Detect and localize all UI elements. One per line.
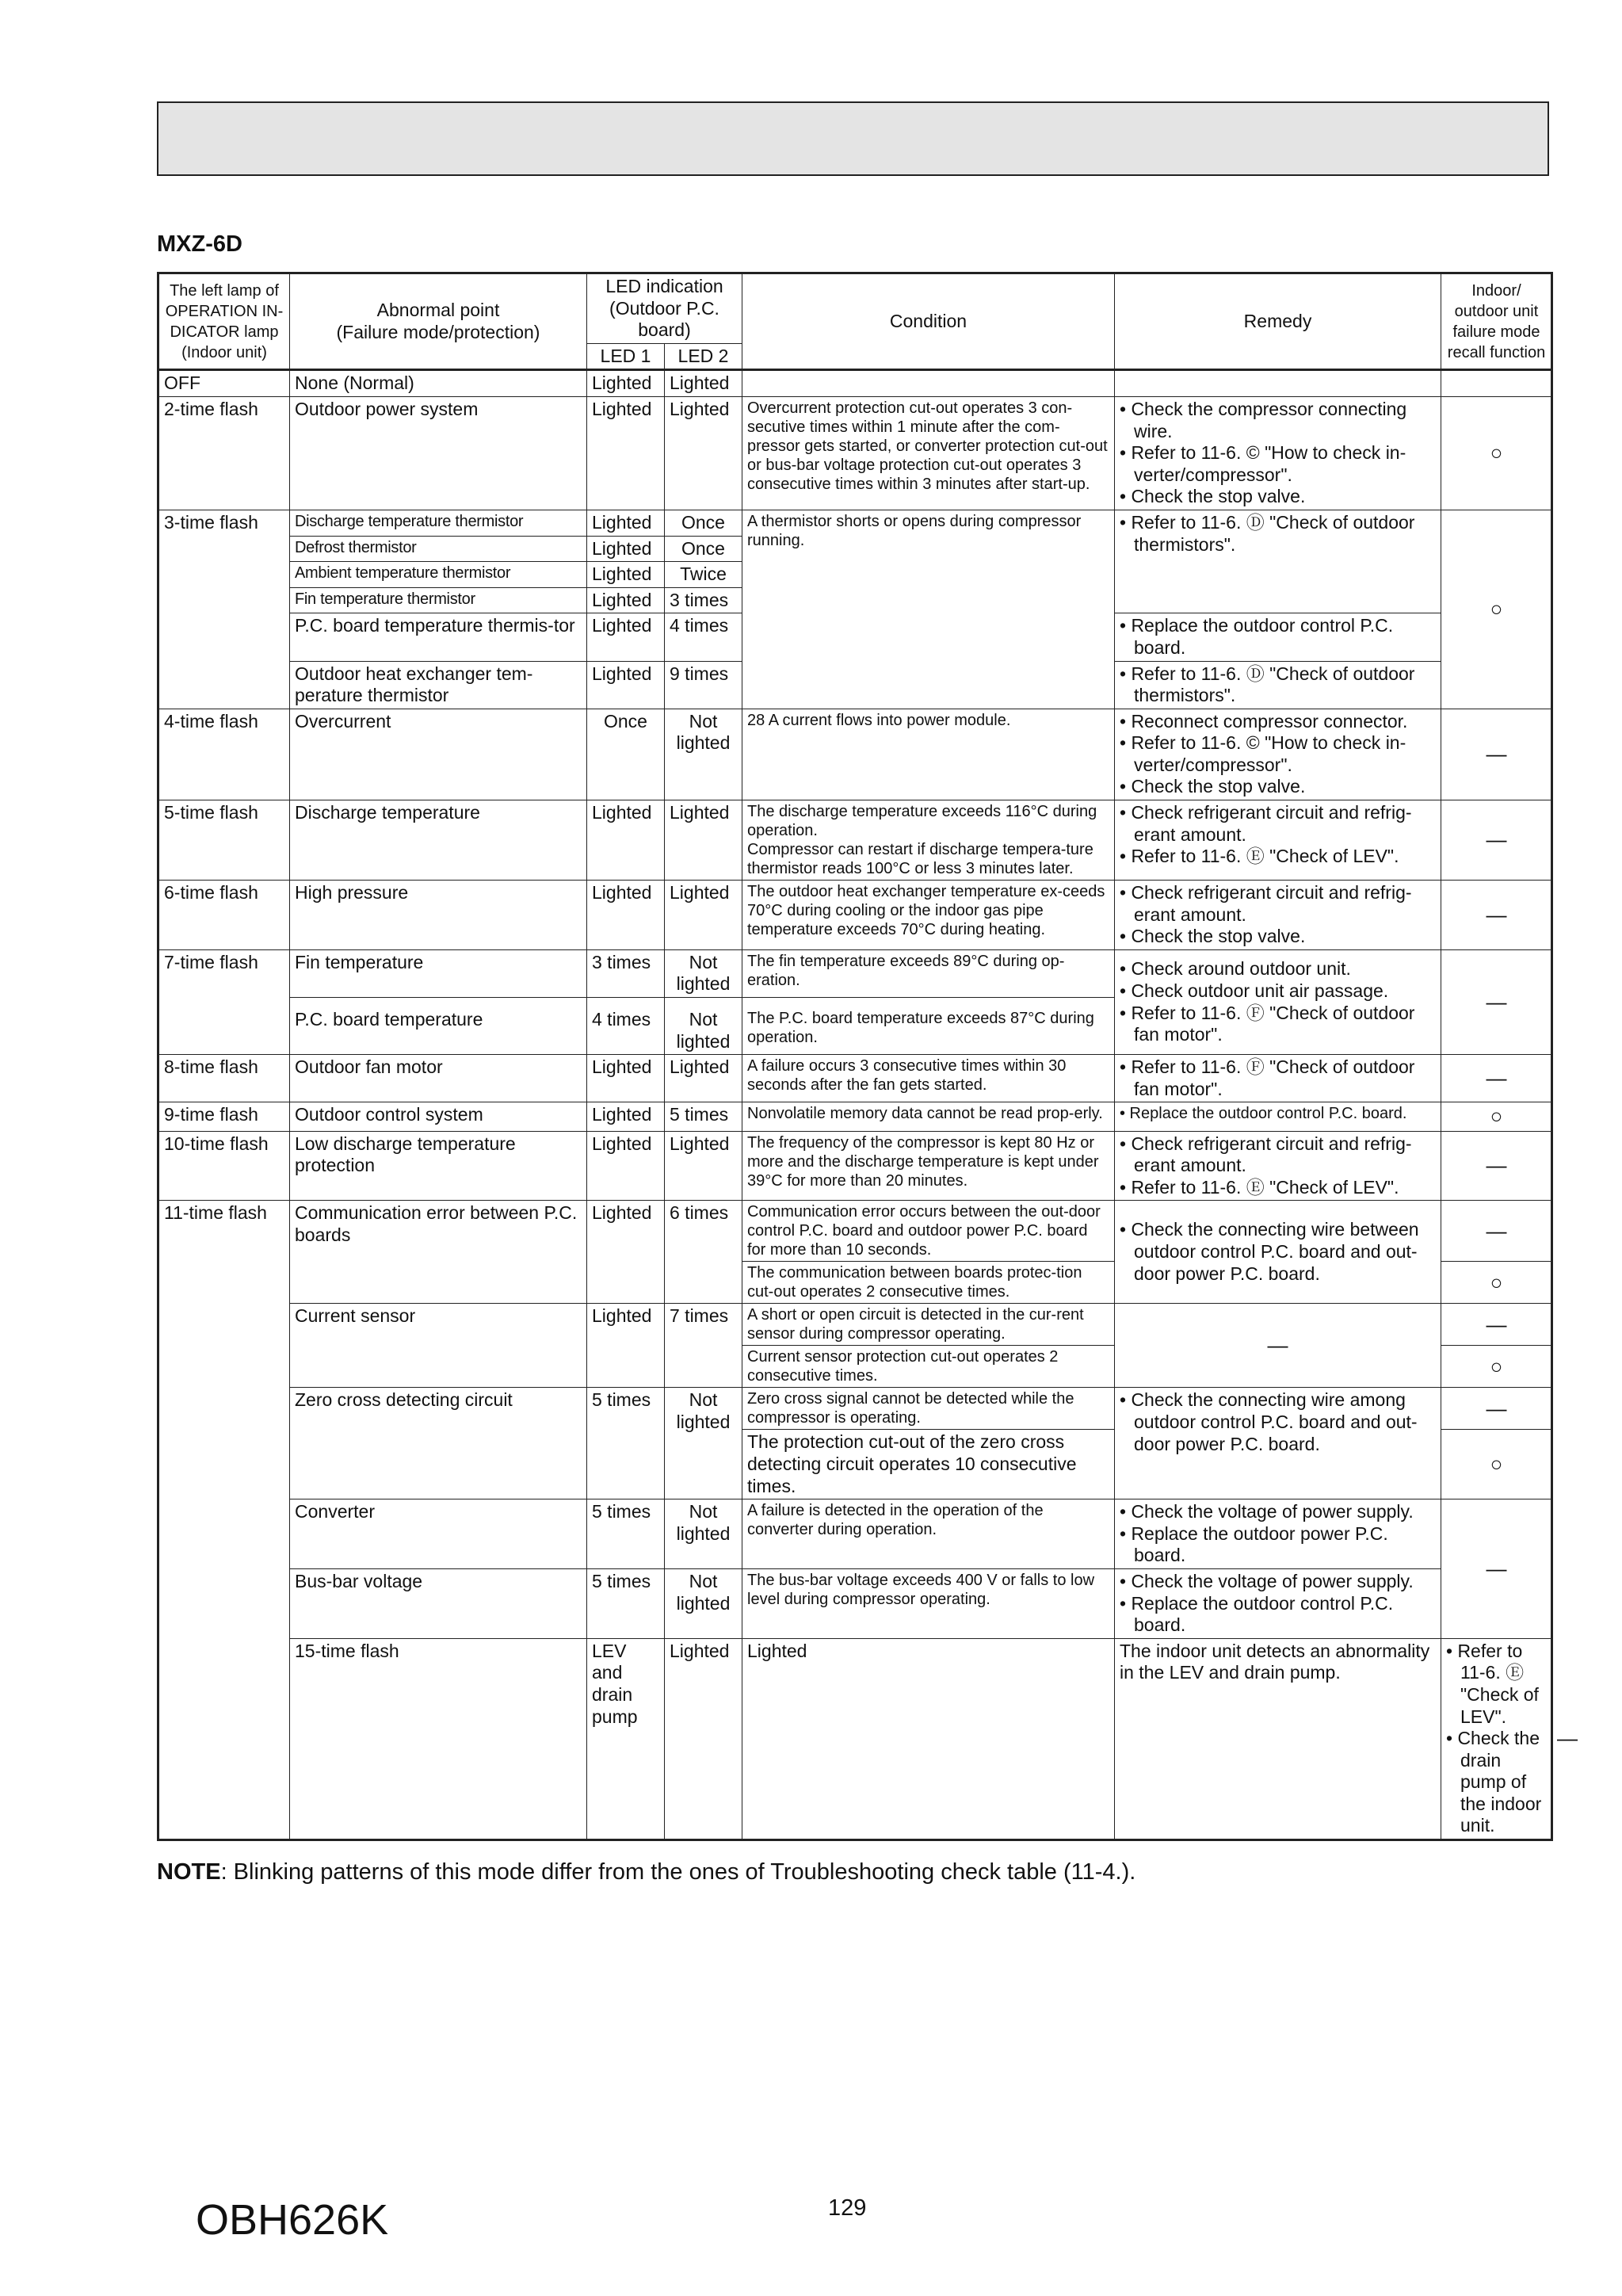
header-lamp: The left lamp of OPERATION IN-DICATOR lamp (Indoor unit) — [158, 273, 290, 370]
remedy-item: • Refer to 11-6. Ⓕ "Check of outdoor fan motor". — [1120, 1002, 1415, 1045]
remedy-item: • Check around outdoor unit. — [1120, 958, 1351, 980]
led1-cell: 5 times — [587, 1568, 665, 1638]
table-row — [158, 370, 1552, 397]
point-cell: Defrost thermistor — [290, 536, 587, 562]
condition-cell: The outdoor heat exchanger temperature ex-ceeds 70°C during cooling or the indoor gas pipe temperature exceeds 70°C during heating. — [742, 881, 1115, 950]
point-cell: Low discharge temperature protection — [290, 1131, 587, 1201]
lamp-cell: 9-time flash — [158, 1102, 290, 1131]
model-title: MXZ-6D — [157, 231, 242, 257]
remedy-item: • Check outdoor unit air passage. — [1120, 980, 1389, 1001]
recall-dash-icon: — — [1441, 1131, 1552, 1201]
remedy-item: • Replace the outdoor control P.C. board. — [1120, 615, 1394, 658]
lamp-cell: 10-time flash — [158, 1131, 290, 1201]
led1-cell: Lighted — [587, 881, 665, 950]
table-row — [158, 1304, 1552, 1346]
led1-cell: 5 times — [587, 1499, 665, 1569]
point-cell: LEV and drain pump — [587, 1638, 665, 1839]
lamp-cell: 8-time flash — [158, 1055, 290, 1102]
table-row — [158, 1131, 1552, 1201]
header-remedy: Remedy — [1115, 273, 1441, 370]
led2-cell: Lighted — [665, 370, 742, 397]
led2-cell: Lighted — [665, 396, 742, 510]
table-row — [158, 510, 1552, 536]
point-cell: Discharge temperature thermistor — [290, 510, 587, 536]
remedy-item: • Refer to 11-6. © "How to check in-verter/compressor". — [1120, 732, 1406, 775]
remedy-item: • Refer to 11-6. Ⓔ "Check of LEV". — [1120, 1176, 1399, 1198]
remedy-item: • Refer to 11-6. Ⓓ "Check of outdoor thermistors". — [1120, 511, 1415, 555]
remedy-item: • Check refrigerant circuit and refrig-erant amount. — [1120, 1133, 1412, 1176]
remedy-cell — [1115, 1102, 1441, 1131]
recall-dash-icon: — — [1441, 800, 1552, 881]
remedy-cell — [1115, 709, 1441, 800]
recall-circle-icon: ○ — [1441, 1430, 1552, 1499]
recall-circle-icon: ○ — [1441, 1262, 1552, 1304]
led1-cell: Lighted — [587, 1201, 665, 1304]
lamp-cell: 15-time flash — [290, 1638, 587, 1839]
remedy-cell — [1115, 1499, 1441, 1569]
condition-cell: The protection cut-out of the zero cross detecting circuit operates 10 consecutive times. — [742, 1430, 1115, 1499]
led1-cell: 3 times — [587, 949, 665, 997]
led2-cell: 9 times — [665, 661, 742, 709]
led1-cell: Lighted — [587, 587, 665, 613]
condition-cell: Current sensor protection cut-out operates 2 consecutive times. — [742, 1346, 1115, 1388]
table-row — [158, 1388, 1552, 1430]
remedy-cell — [1115, 800, 1441, 881]
note — [157, 1859, 1135, 1885]
point-cell: P.C. board temperature thermis-tor — [290, 613, 587, 661]
condition-cell: A failure is detected in the operation of the converter during operation. — [742, 1499, 1115, 1569]
remedy-item: • Refer to 11-6. Ⓕ "Check of outdoor fan motor". — [1120, 1056, 1415, 1099]
recall-circle-icon: ○ — [1441, 396, 1552, 510]
condition-cell: The communication between boards protec-tion cut-out operates 2 consecutive times. — [742, 1262, 1115, 1304]
header-abnormal-point — [290, 273, 587, 370]
page-number: 129 — [828, 2195, 867, 2221]
recall-circle-icon: ○ — [1441, 510, 1552, 709]
table-row — [158, 396, 1552, 510]
header-banner — [157, 101, 1549, 176]
led1-cell: Lighted — [587, 661, 665, 709]
led2-cell: Lighted — [665, 1055, 742, 1102]
remedy-cell — [1115, 510, 1441, 613]
led1-cell: Once — [587, 709, 665, 800]
remedy-item: • Check the connecting wire between outdoor control P.C. board and out-door power P.C. board. — [1120, 1219, 1419, 1284]
led2-cell: Not lighted — [665, 949, 742, 997]
led1-cell: Lighted — [587, 1102, 665, 1131]
remedy-cell — [1115, 370, 1441, 397]
condition-cell: 28 A current flows into power module. — [742, 709, 1115, 800]
remedy-item: • Check the voltage of power supply. — [1120, 1570, 1414, 1591]
led1-cell: Lighted — [587, 1131, 665, 1201]
condition-cell: The frequency of the compressor is kept 80 Hz or more and the discharge temperature is kept under 39°C for more than 20 minutes. — [742, 1131, 1115, 1201]
remedy-cell — [1115, 613, 1441, 661]
header-led2: LED 2 — [665, 343, 742, 370]
led1-cell: 4 times — [587, 998, 665, 1055]
lamp-cell: 11-time flash — [158, 1201, 290, 1840]
table-row — [158, 949, 1552, 997]
remedy-cell — [1115, 1131, 1441, 1201]
led2-cell: 5 times — [665, 1102, 742, 1131]
header-led-indication: LED indication (Outdoor P.C. board) — [587, 273, 742, 344]
header-condition: Condition — [742, 273, 1115, 370]
remedy-item: • Check the voltage of power supply. — [1120, 1501, 1414, 1522]
point-cell: High pressure — [290, 881, 587, 950]
remedy-item: • Check the stop valve. — [1120, 926, 1306, 947]
header-abnormal-point-label: Abnormal point — [376, 300, 500, 321]
recall-circle-icon: ○ — [1441, 1346, 1552, 1388]
remedy-item: • Replace the outdoor control P.C. board. — [1120, 1592, 1394, 1636]
condition-cell: A thermistor shorts or opens during compressor running. — [742, 510, 1115, 709]
table-row — [158, 1499, 1552, 1569]
recall-dash-icon: — — [1441, 1304, 1552, 1346]
remedy-cell — [1115, 949, 1441, 1054]
remedy-cell — [1115, 661, 1441, 709]
remedy-item: • Replace the outdoor power P.C. board. — [1120, 1522, 1388, 1566]
point-cell: Fin temperature thermistor — [290, 587, 587, 613]
condition-cell: The P.C. board temperature exceeds 87°C during operation. — [742, 998, 1115, 1055]
point-cell: Overcurrent — [290, 709, 587, 800]
led2-cell: Once — [665, 510, 742, 536]
led2-cell: Not lighted — [665, 998, 742, 1055]
led1-cell: Lighted — [587, 536, 665, 562]
lamp-cell: 4-time flash — [158, 709, 290, 800]
led1-cell: Lighted — [587, 800, 665, 881]
remedy-item: • Check the stop valve. — [1120, 776, 1306, 797]
remedy-item: • Check the compressor connecting wire. — [1120, 398, 1407, 441]
lamp-cell: 6-time flash — [158, 881, 290, 950]
condition-cell: Overcurrent protection cut-out operates 3 con-secutive times within 1 minute after the com-pressor gets started, or converter protection cut-out or bus-bar voltage protection cut-out operates 3 consecutive times within 3 minutes after start-up. — [742, 396, 1115, 510]
led2-cell: Twice — [665, 562, 742, 588]
led2-cell: Once — [665, 536, 742, 562]
lamp-cell: OFF — [158, 370, 290, 397]
led2-cell: Lighted — [665, 800, 742, 881]
point-cell: Outdoor control system — [290, 1102, 587, 1131]
header-recall: Indoor/ outdoor unit failure mode recall function — [1441, 273, 1552, 370]
table-row — [158, 800, 1552, 881]
led2-cell: Not lighted — [665, 1388, 742, 1499]
document-code: OBH626K — [196, 2196, 389, 2244]
led2-cell: 6 times — [665, 1201, 742, 1304]
table-row — [158, 1055, 1552, 1102]
recall-dash-icon: — — [1441, 1201, 1552, 1262]
led2-cell: Not lighted — [665, 709, 742, 800]
remedy-item: • Refer to 11-6. Ⓔ "Check of LEV". — [1446, 1640, 1539, 1727]
led1-cell: Lighted — [587, 613, 665, 661]
recall-dash-icon: — — [1441, 949, 1552, 1054]
point-cell: Discharge temperature — [290, 800, 587, 881]
lamp-cell: 2-time flash — [158, 396, 290, 510]
remedy-cell — [1115, 1568, 1441, 1638]
point-cell: Communication error between P.C. boards — [290, 1201, 587, 1304]
point-cell: Outdoor heat exchanger tem-perature thermistor — [290, 661, 587, 709]
remedy-item: • Check refrigerant circuit and refrig-erant amount. — [1120, 882, 1412, 925]
led1-cell: Lighted — [587, 370, 665, 397]
table-row: 15-time flash LEV and drain pump Lighted Lighted The indoor unit detects an abnormality in the LEV and drain pump. • Refer to 11-6. Ⓔ "Check of LEV". • Check the drain pump of the indoor unit. — — [158, 1638, 1552, 1839]
condition-cell: A short or open circuit is detected in the cur-rent sensor during compressor operating. — [742, 1304, 1115, 1346]
led1-cell: 5 times — [587, 1388, 665, 1499]
remedy-item: • Check refrigerant circuit and refrig-erant amount. — [1120, 802, 1412, 845]
remedy-item: • Refer to 11-6. © "How to check in-verter/compressor". — [1120, 442, 1406, 485]
led1-cell: Lighted — [587, 396, 665, 510]
point-cell: None (Normal) — [290, 370, 587, 397]
condition-cell: The bus-bar voltage exceeds 400 V or falls to low level during compressor operating. — [742, 1568, 1115, 1638]
remedy-item: • Refer to 11-6. Ⓓ "Check of outdoor thermistors". — [1120, 663, 1415, 706]
remedy-cell — [1115, 396, 1441, 510]
remedy-item: • Check the stop valve. — [1120, 486, 1306, 507]
recall-dash-icon: — — [1441, 1055, 1552, 1102]
lamp-cell: 7-time flash — [158, 949, 290, 1054]
table-row — [158, 881, 1552, 950]
remedy-cell — [1115, 1388, 1441, 1499]
table-row — [158, 1201, 1552, 1262]
point-cell: Current sensor — [290, 1304, 587, 1388]
led2-cell: Lighted — [742, 1638, 1115, 1839]
condition-cell: Nonvolatile memory data cannot be read prop-erly. — [742, 1102, 1115, 1131]
condition-text: The discharge temperature exceeds 116°C during operation. — [747, 803, 1097, 840]
note-label: NOTE — [157, 1859, 221, 1885]
remedy-item: • Check the drain pump of the indoor unit. — [1446, 1728, 1542, 1836]
recall-dash-icon: — — [1441, 1499, 1552, 1639]
condition-cell: A failure occurs 3 consecutive times within 30 seconds after the fan gets started. — [742, 1055, 1115, 1102]
header-abnormal-point-sub: (Failure mode/protection) — [336, 321, 540, 342]
condition-cell: Communication error occurs between the out-door control P.C. board and outdoor power P.C. board for more than 10 seconds. — [742, 1201, 1115, 1262]
remedy-cell — [1115, 1201, 1441, 1304]
remedy-item: • Replace the outdoor control P.C. board. — [1120, 1105, 1407, 1123]
condition-cell: Zero cross signal cannot be detected while the compressor is operating. — [742, 1388, 1115, 1430]
point-cell: Outdoor power system — [290, 396, 587, 510]
remedy-cell — [1441, 1638, 1552, 1839]
recall-dash-icon: — — [1441, 1388, 1552, 1430]
table-row — [158, 1102, 1552, 1131]
remedy-cell — [1115, 881, 1441, 950]
led1-cell: Lighted — [587, 1304, 665, 1388]
led1-cell: Lighted — [587, 562, 665, 588]
table-row — [158, 709, 1552, 800]
led2-cell: 3 times — [665, 587, 742, 613]
point-cell: Converter — [290, 1499, 587, 1569]
led1-cell: Lighted — [587, 510, 665, 536]
troubleshooting-table — [157, 272, 1578, 1841]
point-cell: Outdoor fan motor — [290, 1055, 587, 1102]
led1-cell: Lighted — [587, 1055, 665, 1102]
led2-cell: Lighted — [665, 881, 742, 950]
remedy-item: • Reconnect compressor connector. — [1120, 710, 1408, 732]
remedy-cell — [1115, 1055, 1441, 1102]
led2-cell: 7 times — [665, 1304, 742, 1388]
table-row — [158, 1568, 1552, 1638]
condition-cell: The indoor unit detects an abnormality in the LEV and drain pump. — [1115, 1638, 1441, 1839]
lamp-cell: 5-time flash — [158, 800, 290, 881]
led1-cell: Lighted — [665, 1638, 742, 1839]
recall-circle-icon: ○ — [1441, 1102, 1552, 1131]
point-cell: Ambient temperature thermistor — [290, 562, 587, 588]
recall-dash-icon: — — [1441, 881, 1552, 950]
led2-cell: 4 times — [665, 613, 742, 661]
note-text: : Blinking patterns of this mode differ from the ones of Troubleshooting check table (11-4.). — [220, 1859, 1136, 1885]
header-row — [158, 273, 1552, 344]
led2-cell: Not lighted — [665, 1568, 742, 1638]
lamp-cell: 3-time flash — [158, 510, 290, 709]
point-cell: Fin temperature — [290, 949, 587, 997]
remedy-item: • Refer to 11-6. Ⓔ "Check of LEV". — [1120, 846, 1399, 867]
point-cell: Zero cross detecting circuit — [290, 1388, 587, 1499]
condition-cell: The fin temperature exceeds 89°C during op-eration. — [742, 949, 1115, 997]
condition-cell — [742, 370, 1115, 397]
header-led1: LED 1 — [587, 343, 665, 370]
point-cell: P.C. board temperature — [290, 998, 587, 1055]
recall-dash-icon: — — [1441, 709, 1552, 800]
remedy-dash-icon: — — [1115, 1304, 1441, 1388]
remedy-item: • Check the connecting wire among outdoor control P.C. board and out-door power P.C. board. — [1120, 1389, 1418, 1454]
condition-text: Compressor can restart if discharge tempera-ture thermistor reads 100°C or less 3 minutes later. — [747, 841, 1093, 878]
led2-cell: Lighted — [665, 1131, 742, 1201]
led2-cell: Not lighted — [665, 1499, 742, 1569]
condition-cell — [742, 800, 1115, 881]
recall-cell — [1441, 370, 1552, 397]
point-cell: Bus-bar voltage — [290, 1568, 587, 1638]
